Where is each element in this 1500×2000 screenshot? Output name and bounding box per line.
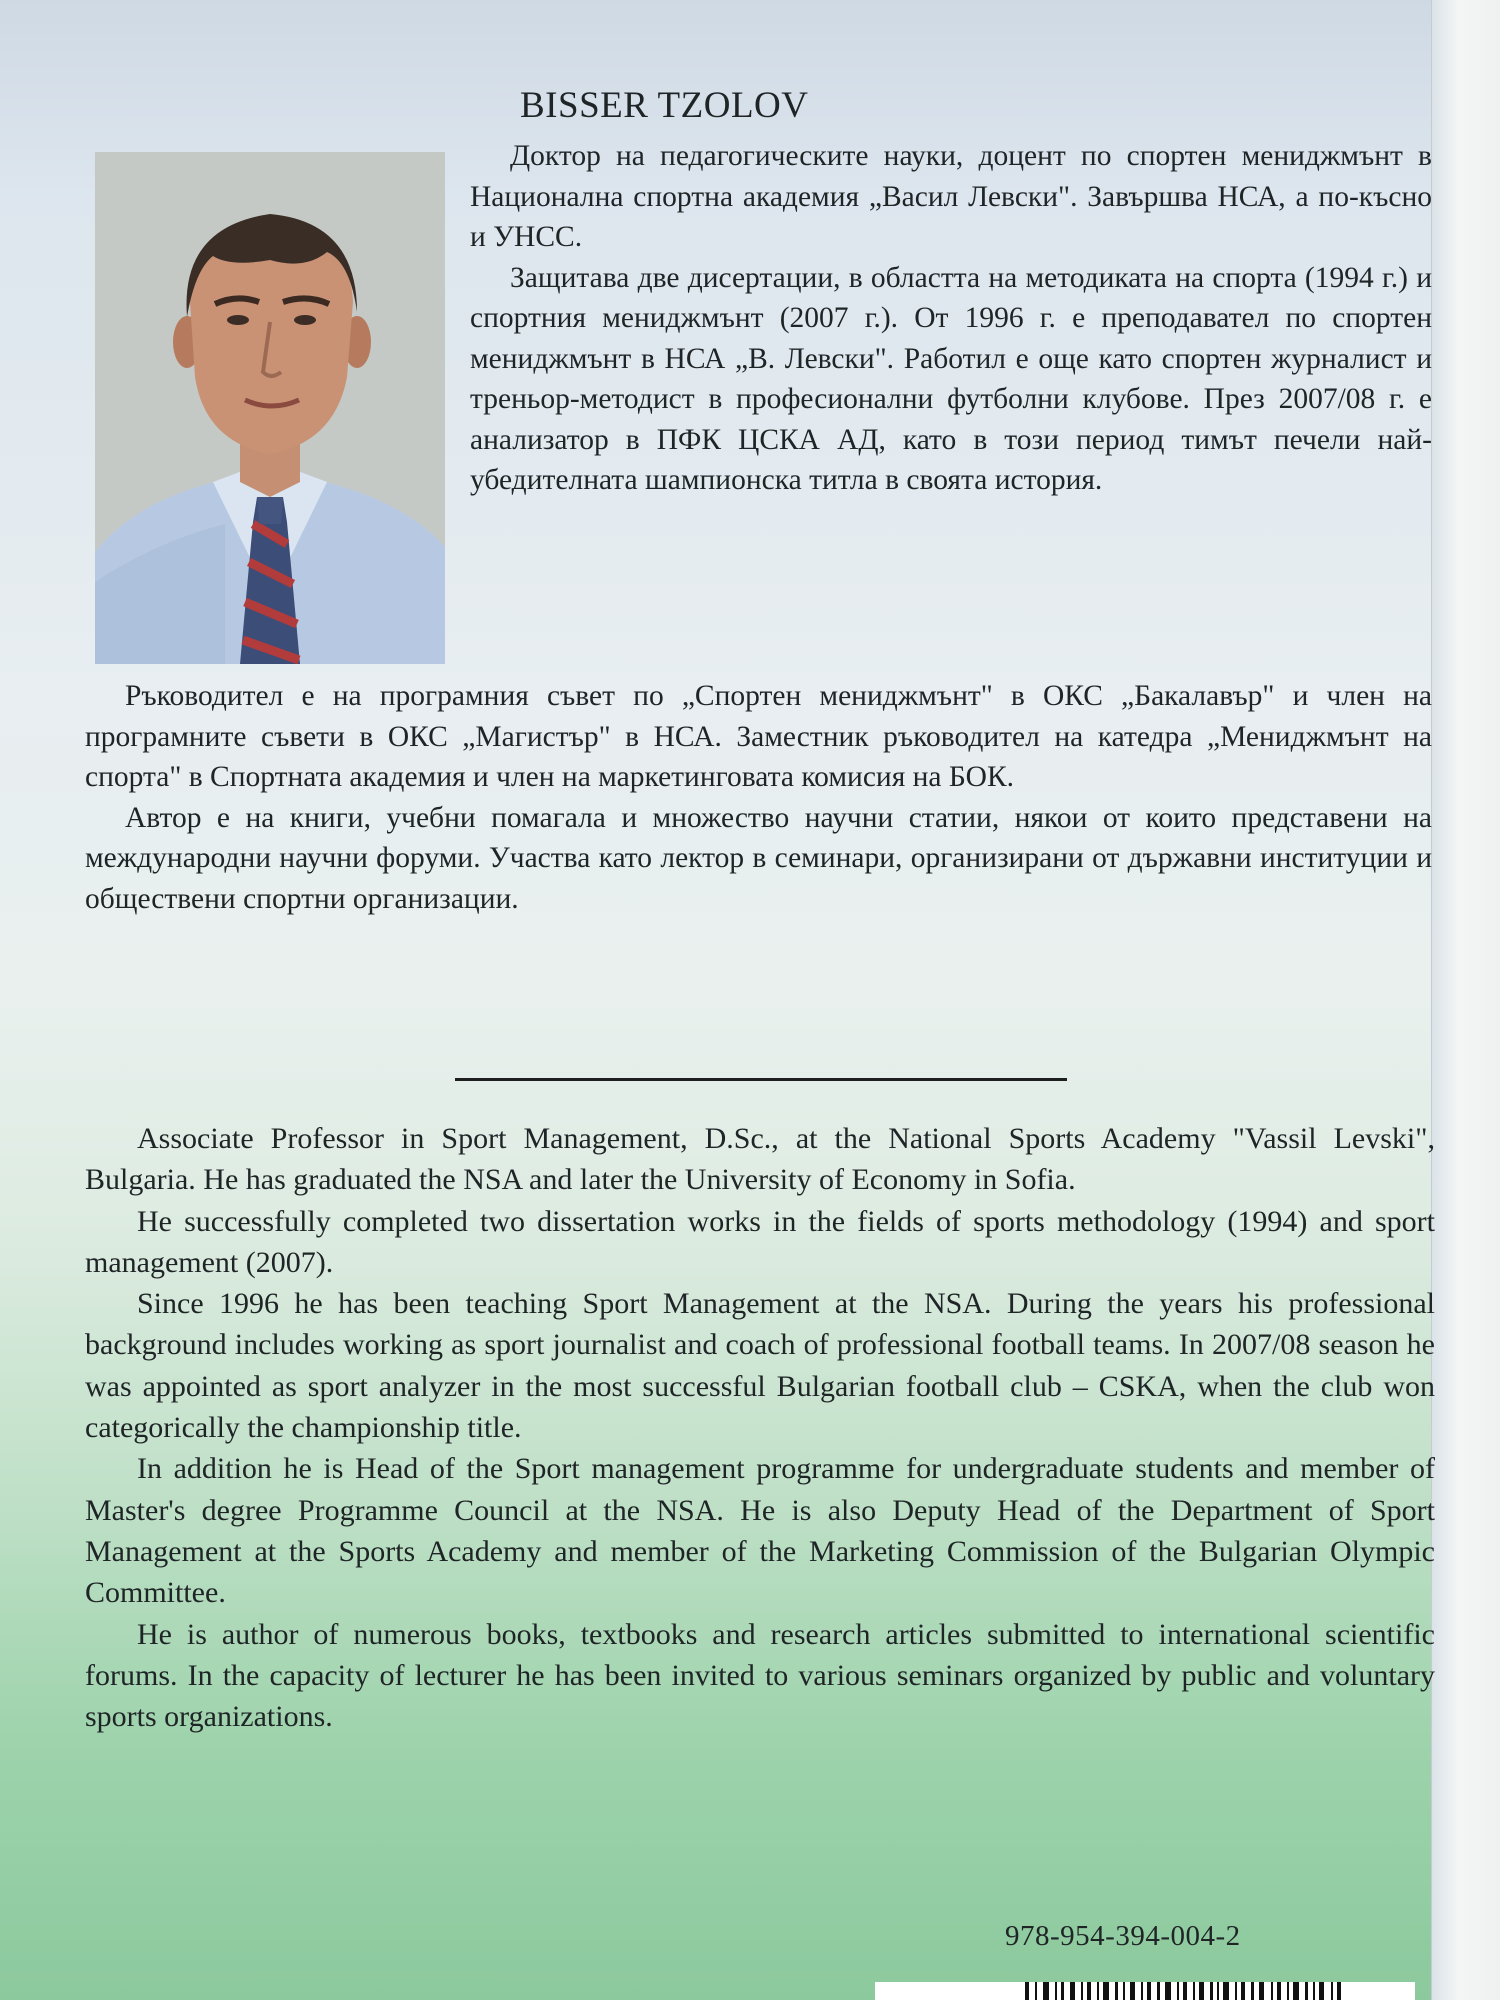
bio-en-paragraph-1: Associate Professor in Sport Management, D.Sc., at the National Sports Academy "Vassil Levski", Bulgaria. He has graduated the NSA and later the University of Economy in Sofia. [85,1122,1435,1197]
bio-bulgarian-intro [470,136,1432,501]
bio-bg-paragraph-2: Защитава две дисертации, в областта на методиката на спорта (1994 г.) и спортния мениджмънт (2007 г.). От 1996 г. е преподавател по спортен мениджмънт в НСА „В. Левски". Работил е още като спортен журналист и треньор-методист в професионални футболни клубове. През 2007/08 г. е анализатор в ПФК ЦСКА АД, като в този период тимът печели най-убедителната шампионска титла в своята история. [470,261,1432,496]
back-cover-page [85,0,1437,2000]
bio-bg-paragraph-4: Автор е на книги, учебни помагала и множество научни статии, някои от които представени на международни научни форуми. Участва като лектор в семинари, организирани от държавни институции и обществени спортни организации. [85,801,1432,915]
bio-bg-paragraph-3: Ръководител е на програмния съвет по „Спортен мениджмънт" в ОКС „Бакалавър" и член на програмните съвети в ОКС „Магистър" в НСА. Заместник ръководител на катедра „Мениджмънт на спорта" в Спортната академия и член на маркетинговата комисия на БОК. [85,680,1432,793]
bio-bg-paragraph-1: Доктор на педагогическите науки, доцент по спортен мениджмънт в Национална спортна академия „Васил Левски". Завършва НСА, а по-късно и УНСС. [470,140,1432,253]
book-spine-edge [1431,0,1500,2000]
barcode-icon [875,1982,1415,2000]
bio-en-paragraph-3: Since 1996 he has been teaching Sport Management at the NSA. During the years his professional background includes working as sport journalist and coach of professional football teams. In 2007/08 season he was appointed as sport analyzer in the most successful Bulgarian football club – CSKA, when the club won categorically the championship title. [85,1287,1435,1445]
barcode [875,1982,1415,2000]
author-portrait-icon [95,152,445,664]
bio-bulgarian-continued [85,676,1432,919]
bio-en-paragraph-2: He successfully completed two dissertation works in the fields of sports methodology (1994) and sport management (2007). [85,1204,1435,1279]
author-name-heading: BISSER TZOLOV [520,85,809,126]
author-photo [95,152,445,664]
bio-en-paragraph-4: In addition he is Head of the Sport management programme for undergraduate students and member of Master's degree Programme Council at the NSA. He is also Deputy Head of the Department of Sport Management at the Sports Academy and member of the Marketing Commission of the Bulgarian Olympic Committee. [85,1452,1435,1610]
bio-english [85,1118,1435,1737]
section-divider [455,1078,1067,1081]
bio-en-paragraph-5: He is author of numerous books, textbooks and research articles submitted to international scientific forums. In the capacity of lecturer he has been invited to various seminars organized by public and voluntary sports organizations. [85,1617,1435,1734]
isbn-number: 978-954-394-004-2 [1005,1920,1241,1952]
